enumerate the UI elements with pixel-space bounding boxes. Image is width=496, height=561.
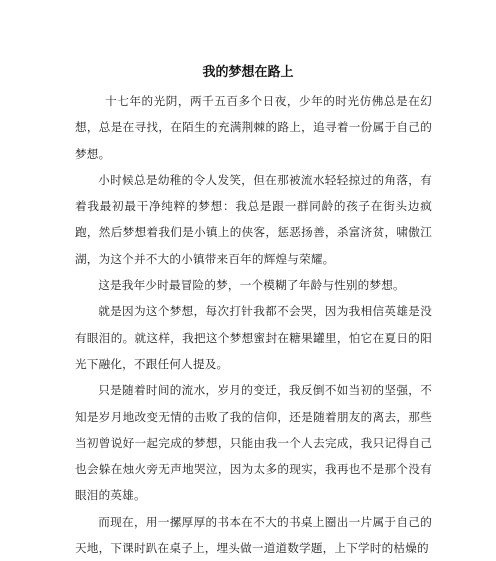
- paragraph: 只是随着时间的流水，岁月的变迁，我反倒不如当初的坚强，不知是岁月地改变无情的击败了我的信仰，还是随着朋友的离去，那些当初曾说好一起完成的梦想，只能由我一个人去完成，我只记得自己也会躲在烛火旁无声地哭泣，因为太多的现实，我再也不是那个没有眼泪的英雄。: [75, 383, 432, 503]
- paragraph: 小时候总是幼稚的令人发笑，但在那被流水轻轻掠过的角落，有着我最初最干净纯粹的梦想：我总是跟一群同龄的孩子在街头边疯跑，然后梦想着我们是小镇上的侠客，惩恶扬善，杀富济贫，啸傲江湖，为这个并不大的小镇带来百年的辉煌与荣耀。: [75, 172, 432, 266]
- document-title: 我的梦想在路上: [202, 65, 294, 80]
- paragraph: 就是因为这个梦想，每次打针我都不会哭，因为我相信英雄是没有眼泪的。就这样，我把这个梦想蜜封在糖果罐里，怕它在夏日的阳光下融化，不跟任何人提及。: [75, 304, 432, 371]
- paragraph: 十七年的光阴，两千五百多个日夜，少年的时光仿佛总是在幻想，总是在寻找，在陌生的充满荆棘的路上，追寻着一份属于自己的梦想。: [75, 94, 432, 161]
- paragraph: 这是我年少时最冒险的梦，一个模糊了年龄与性别的梦想。: [98, 278, 405, 293]
- document-body: [75, 88, 432, 561]
- paragraph: 而现在，用一摞厚厚的书本在不大的书桌上圈出一片属于自己的天地，下课时趴在桌子上，埋头做一道道数学题，上下学时的枯燥的: [75, 514, 432, 556]
